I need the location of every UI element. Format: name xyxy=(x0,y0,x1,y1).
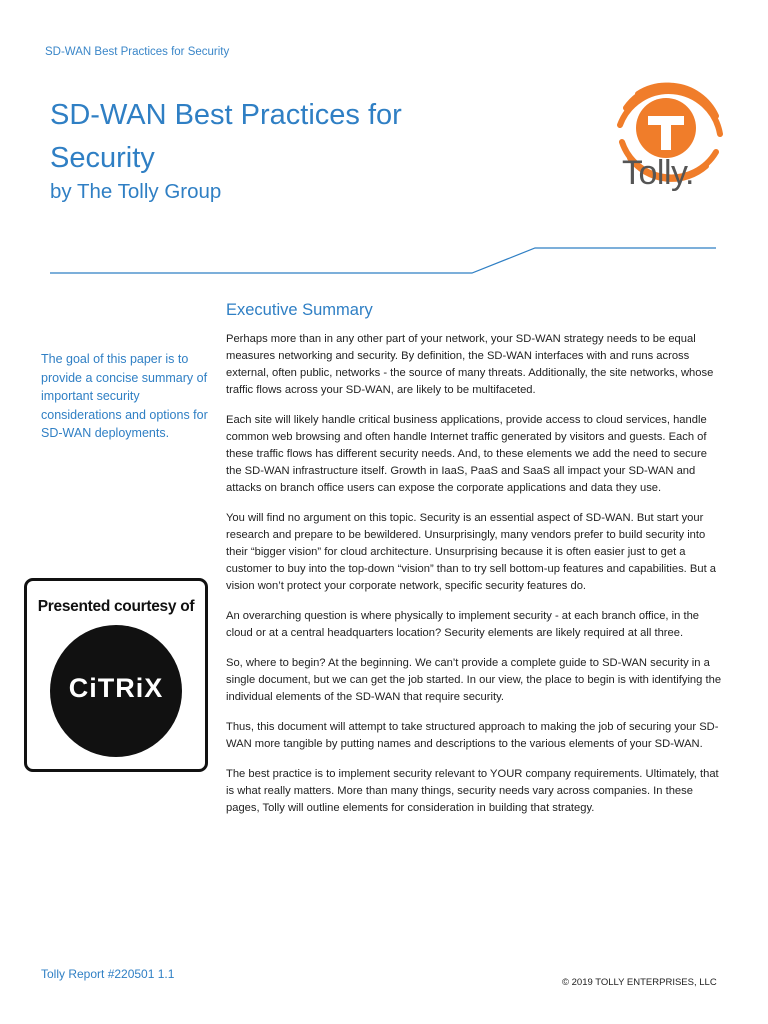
header-divider xyxy=(0,242,768,278)
copyright: © 2019 TOLLY ENTERPRISES, LLC xyxy=(562,977,717,988)
body-paragraph: Each site will likely handle critical business applications, provide access to cloud services, handle common web browsing and often handle Internet traffic generated by visitors and guests. Each of these traffic flows has different security needs. And, to these elements we add the need to secure the SD-WAN infrastructure itself. Growth in IaaS, PaaS and SaaS all impact your SD-WAN and attacks on branch office users can expose the corporate applications and data they use. xyxy=(226,414,707,494)
body-paragraph: Thus, this document will attempt to take structured approach to making the job of securing your SD-WAN more tangible by putting names and descriptions to the various elements of your SD-WAN. xyxy=(226,721,719,750)
citrix-logo-text: CiTRiX xyxy=(68,673,164,703)
executive-summary-body xyxy=(226,331,724,830)
sponsor-label: Presented courtesy of xyxy=(37,598,195,615)
tolly-logo-text: Tolly. xyxy=(622,154,694,192)
body-paragraph: You will find no argument on this topic. Security is an essential aspect of SD-WAN. But start your research and prepare to be bewildered. Unsurprisingly, many vendors prefer to build security into their “bigger vision” for cloud architecture. Unsurprising because it is often easier just to get a customer to buy into the top-down “vision” than to try sell bottom-up features and capabilities. But a vision won’t protect your corporate network, specific security features do. xyxy=(226,512,717,592)
sidebar-summary-note: The goal of this paper is to provide a concise summary of important security considerations and options for SD-WAN deployments. xyxy=(41,352,208,440)
document-title: SD-WAN Best Practices for Security xyxy=(50,99,402,174)
body-paragraph: So, where to begin? At the beginning. We can’t provide a complete guide to SD-WAN security in a single document, but we can get the job started. In our view, the place to begin is with identifying the individual elements of the SD-WAN that require security. xyxy=(226,657,722,703)
running-header: SD-WAN Best Practices for Security xyxy=(45,46,230,58)
citrix-logo xyxy=(50,625,182,757)
sponsor-box xyxy=(24,578,208,772)
report-id: Tolly Report #220501 1.1 xyxy=(41,967,175,981)
document-byline: by The Tolly Group xyxy=(50,180,222,203)
body-paragraph: An overarching question is where physically to implement security - at each branch office, in the cloud or at a central headquarters location? Security elements are likely required at all three. xyxy=(226,610,700,639)
body-paragraph: Perhaps more than in any other part of your network, your SD-WAN strategy needs to be equal measures networking and security. By definition, the SD-WAN interfaces with and runs across external, often public, networks - the source of many threats. Additionally, the site networks, whose traffic flows across your SD-WAN, are likely to be multifaceted. xyxy=(226,333,714,396)
section-title: Executive Summary xyxy=(226,301,373,319)
body-paragraph: The best practice is to implement security relevant to YOUR company requirements. Ultimately, that is what really matters. More than many things, security needs vary across companies. In these pages, Tolly will outline elements for consideration in building that strategy. xyxy=(226,768,719,814)
